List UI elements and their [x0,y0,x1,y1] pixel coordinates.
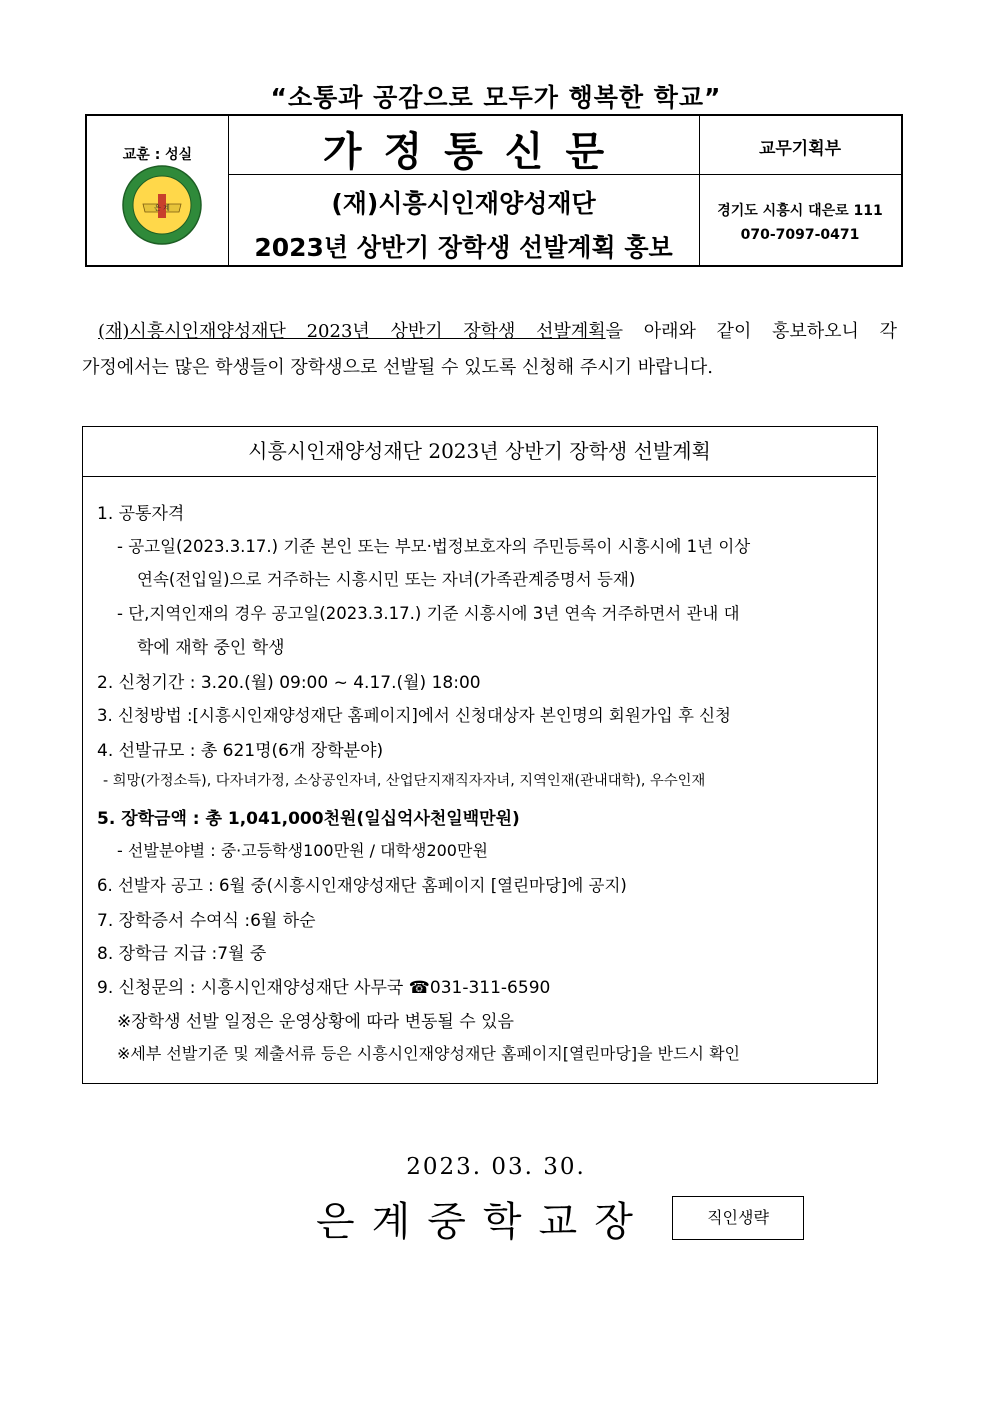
emblem-text: 은 계 [154,204,170,212]
plan-line: - 공고일(2023.3.17.) 기준 본인 또는 부모·법정보호자의 주민등록이 시흥시에 1년 이상 [117,537,751,556]
plan-line: 8. 장학금 지급 :7월 중 [97,944,267,964]
subtitle-scholarship: 2023년 상반기 장학생 선발계획 홍보 [254,233,673,262]
plan-line: ※세부 선발기준 및 제출서류 등은 시흥시인재양성재단 홈페이지[열린마당]을 반드시 확인 [117,1044,740,1063]
seal-omitted-box: 직인생략 [672,1196,804,1240]
principal-signature: 은계중학교장 [316,1199,650,1245]
intro-paragraph [82,314,897,386]
intro-underlined-phrase: (재)시흥시인재양성재단 2023년 상반기 장학생 선발계획 [98,321,606,342]
plan-line: - 선발분야별 : 중·고등학생100만원 / 대학생200만원 [117,841,488,860]
plan-line: 3. 신청방법 :[시흥시인재양성재단 홈페이지]에서 신청대상자 본인명의 회원가입 후 신청 [97,706,732,725]
plan-line: ※장학생 선발 일정은 운영상황에 따라 변동될 수 있음 [117,1012,514,1032]
plan-line: 2. 신청기간 : 3.20.(월) 09:00 ~ 4.17.(월) 18:00 [97,673,481,693]
school-emblem-icon [121,164,203,246]
plan-line: 6. 선발자 공고 : 6월 중(시흥시인재양성재단 홈페이지 [열린마당]에 공지) [97,876,627,895]
plan-box [82,426,878,1084]
school-slogan: “소통과 공감으로 모두가 행복한 학교” [270,83,722,112]
issue-date: 2023. 03. 30. [406,1154,586,1180]
plan-box-title: 시흥시인재양성재단 2023년 상반기 장학생 선발계획 [83,427,876,477]
school-phone: 070-7097-0471 [740,227,860,243]
plan-line: 5. 장학금액 : 총 1,041,000천원(일십억사천일백만원) [97,809,520,829]
plan-line: 연속(전입일)으로 거주하는 시흥시민 또는 자녀(가족관계증명서 등재) [137,570,636,589]
plan-line: - 단,지역인재의 경우 공고일(2023.3.17.) 기준 시흥시에 3년 연속 거주하면서 관내 대 [117,604,740,623]
intro-line-1-rest: 을 아래와 같이 홍보하오니 각 [605,321,897,342]
document-title: 가정통신문 [322,129,627,175]
plan-line: 학에 재학 중인 학생 [137,638,285,658]
plan-line: 9. 신청문의 : 시흥시인재양성재단 사무국 ☎031-311-6590 [97,978,551,998]
department-label: 교무기획부 [758,139,842,159]
plan-line: 7. 장학증서 수여식 :6월 하순 [97,911,316,931]
school-address: 경기도 시흥시 대은로 111 [717,203,883,219]
plan-line: 1. 공통자격 [97,504,185,524]
subtitle-foundation: (재)시흥시인재양성재단 [331,189,596,218]
header-left-cell [87,116,229,265]
header-right-cell [699,116,901,265]
plan-line: - 희망(가정소득), 다자녀가정, 소상공인자녀, 산업단지재직자자녀, 지역인재(관내대학), 우수인재 [103,773,706,789]
plan-line: 4. 선발규모 : 총 621명(6개 장학분야) [97,741,384,761]
school-motto-label: 교훈 : 성실 [122,147,193,163]
intro-line-2: 가정에서는 많은 학생들이 장학생으로 선발될 수 있도록 신청해 주시기 바랍니다. [82,357,714,378]
intro-line-1 [82,314,897,350]
header-table [85,114,903,267]
header-middle-cell [228,116,700,265]
